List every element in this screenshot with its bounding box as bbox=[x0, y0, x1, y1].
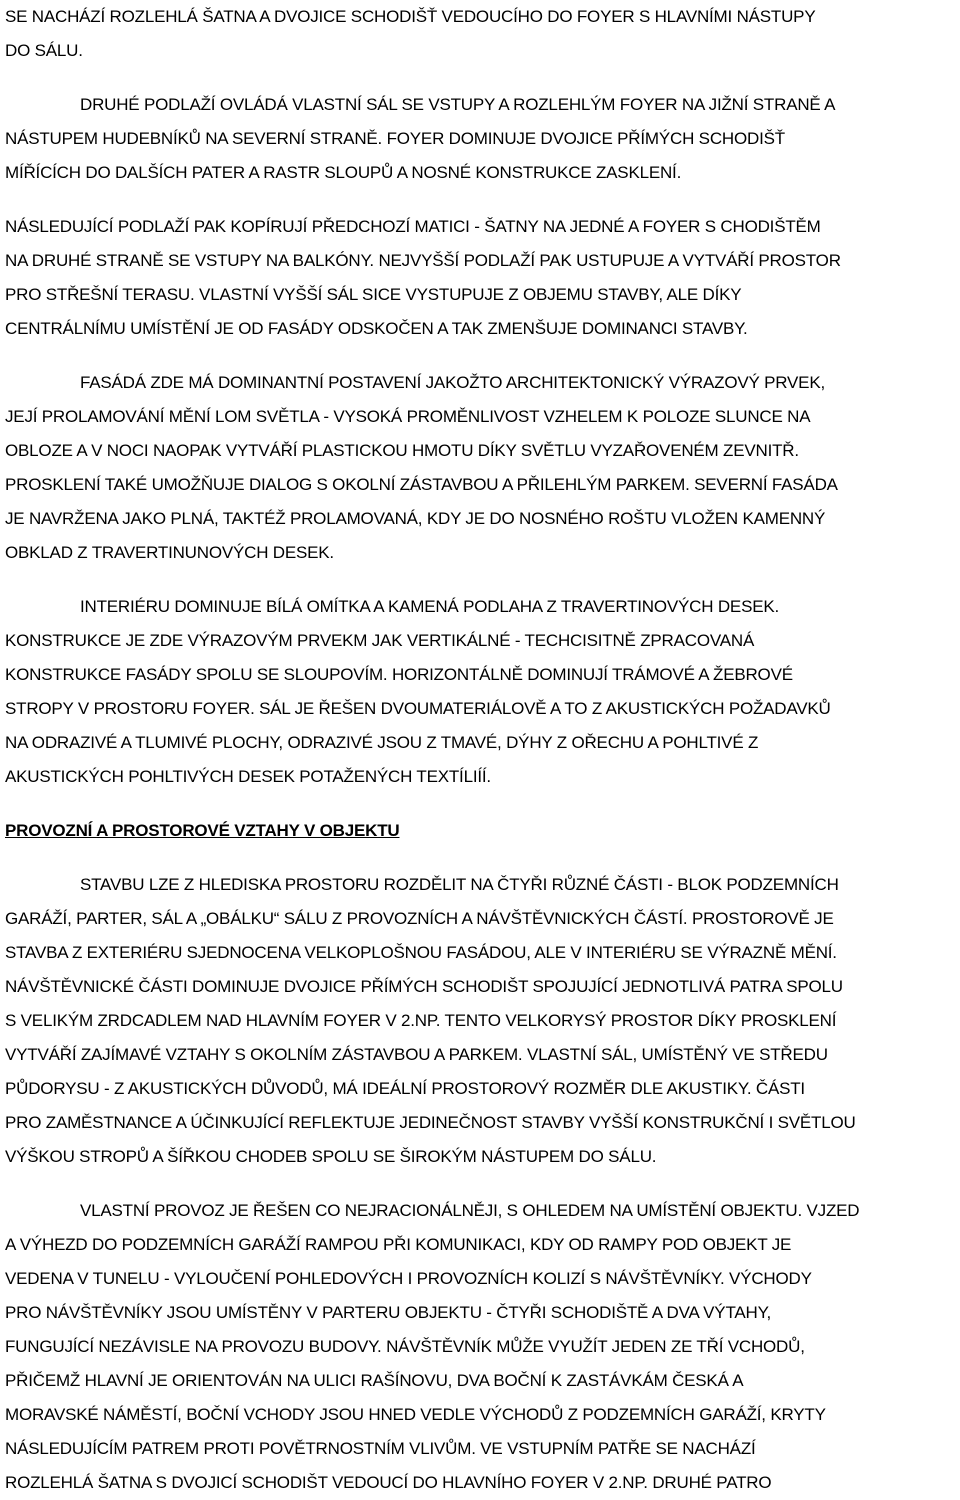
text-line: VLASTNÍ PROVOZ JE ŘEŠEN CO NEJRACIONÁLNĚJI, S OHLEDEM NA UMÍSTĚNÍ OBJEKTU. VJZED bbox=[80, 1201, 860, 1220]
text-line: GARÁŽÍ, PARTER, SÁL A „OBÁLKU“ SÁLU Z PROVOZNÍCH A NÁVŠTĚVNICKÝCH ČÁSTÍ. PROSTOROVĚ JE bbox=[5, 909, 834, 928]
text-line: KONSTRUKCE FASÁDY SPOLU SE SLOUPOVÍM. HORIZONTÁLNĚ DOMINUJÍ TRÁMOVÉ A ŽEBROVÉ bbox=[5, 665, 793, 684]
text-line: JE NAVRŽENA JAKO PLNÁ, TAKTÉŽ PROLAMOVANÁ, KDY JE DO NOSNÉHO ROŠTU VLOŽEN KAMENNÝ bbox=[5, 509, 826, 528]
text-line: MÍŘÍCÍCH DO DALŠÍCH PATER A RASTR SLOUPŮ A NOSNÉ KONSTRUKCE ZASKLENÍ. bbox=[5, 163, 682, 182]
paragraph-6 bbox=[5, 868, 948, 1174]
text-line: VÝŠKOU STROPŮ A ŠÍŘKOU CHODEB SPOLU SE ŠIROKÝM NÁSTUPEM DO SÁLU. bbox=[5, 1147, 657, 1166]
text-line: FASÁDÁ ZDE MÁ DOMINANTNÍ POSTAVENÍ JAKOŽTO ARCHITEKTONICKÝ VÝRAZOVÝ PRVEK, bbox=[80, 373, 825, 392]
text-line: MORAVSKÉ NÁMĚSTÍ, BOČNÍ VCHODY JSOU HNED VEDLE VÝCHODŮ Z PODZEMNÍCH GARÁŽÍ, KRYTY bbox=[5, 1405, 826, 1424]
text-line: INTERIÉRU DOMINUJE BÍLÁ OMÍTKA A KAMENÁ PODLAHA Z TRAVERTINOVÝCH DESEK. bbox=[80, 597, 780, 616]
paragraph-1 bbox=[5, 0, 948, 68]
paragraph-7 bbox=[5, 1194, 948, 1500]
text-line: NA ODRAZIVÉ A TLUMIVÉ PLOCHY, ODRAZIVÉ JSOU Z TMAVÉ, DÝHY Z OŘECHU A POHLTIVÉ Z bbox=[5, 733, 759, 752]
section-heading-container bbox=[5, 814, 948, 848]
text-line: PRO STŘEŠNÍ TERASU. VLASTNÍ VYŠŠÍ SÁL SICE VYSTUPUJE Z OBJEMU STAVBY, ALE DÍKY bbox=[5, 285, 742, 304]
text-line: SE NACHÁZÍ ROZLEHLÁ ŠATNA A DVOJICE SCHODIŠŤ VEDOUCÍHO DO FOYER S HLAVNÍMI NÁSTUPY bbox=[5, 7, 816, 26]
text-line: PŘIČEMŽ HLAVNÍ JE ORIENTOVÁN NA ULICI RAŠÍNOVU, DVA BOČNÍ K ZASTÁVKÁM ČESKÁ A bbox=[5, 1371, 744, 1390]
text-line: STAVBA Z EXTERIÉRU SJEDNOCENA VELKOPLOŠNOU FASÁDOU, ALE V INTERIÉRU SE VÝRAZNĚ MĚNÍ. bbox=[5, 943, 837, 962]
text-line: A VÝHEZD DO PODZEMNÍCH GARÁŽÍ RAMPOU PŘI KOMUNIKACI, KDY OD RAMPY POD OBJEKT JE bbox=[5, 1235, 792, 1254]
text-line: STROPY V PROSTORU FOYER. SÁL JE ŘEŠEN DVOUMATERIÁLOVĚ A TO Z AKUSTICKÝCH POŽADAVKŮ bbox=[5, 699, 831, 718]
text-line: CENTRÁLNÍMU UMÍSTĚNÍ JE OD FASÁDY ODSKOČEN A TAK ZMENŠUJE DOMINANCI STAVBY. bbox=[5, 319, 748, 338]
text-line: NÁVŠTĚVNICKÉ ČÁSTI DOMINUJE DVOJICE PŘÍMÝCH SCHODIŠT SPOJUJÍCÍ JEDNOTLIVÁ PATRA SPOLU bbox=[5, 977, 843, 996]
text-line: VYTVÁŘÍ ZAJÍMAVÉ VZTAHY S OKOLNÍM ZÁSTAVBOU A PARKEM. VLASTNÍ SÁL, UMÍSTĚNÝ VE STŘEDU bbox=[5, 1045, 828, 1064]
text-line: NA DRUHÉ STRANĚ SE VSTUPY NA BALKÓNY. NEJVYŠŠÍ PODLAŽÍ PAK USTUPUJE A VYTVÁŘÍ PROSTOR bbox=[5, 251, 841, 270]
section-heading: PROVOZNÍ A PROSTOROVÉ VZTAHY V OBJEKTU bbox=[5, 821, 400, 840]
text-line: PROSKLENÍ TAKÉ UMOŽŇUJE DIALOG S OKOLNÍ ZÁSTAVBOU A PŘILEHLÝM PARKEM. SEVERNÍ FASÁDA bbox=[5, 475, 838, 494]
text-line: FUNGUJÍCÍ NEZÁVISLE NA PROVOZU BUDOVY. NÁVŠTĚVNÍK MŮŽE VYUŽÍT JEDEN ZE TŘÍ VCHODŮ, bbox=[5, 1337, 805, 1356]
text-line: KONSTRUKCE JE ZDE VÝRAZOVÝM PRVEKM JAK VERTIKÁLNÉ - TECHCISITNĚ ZPRACOVANÁ bbox=[5, 631, 755, 650]
text-line: STAVBU LZE Z HLEDISKA PROSTORU ROZDĚLIT NA ČTYŘI RŮZNÉ ČÁSTI - BLOK PODZEMNÍCH bbox=[80, 875, 839, 894]
text-line: NÁSTUPEM HUDEBNÍKŮ NA SEVERNÍ STRANĚ. FOYER DOMINUJE DVOJICE PŘÍMÝCH SCHODIŠŤ bbox=[5, 129, 785, 148]
text-line: ROZLEHLÁ ŠATNA S DVOJICÍ SCHODIŠT VEDOUCÍ DO HLAVNÍHO FOYER V 2.NP. DRUHÉ PATRO bbox=[5, 1473, 772, 1492]
text-line: NÁSLEDUJÍCÍ PODLAŽÍ PAK KOPÍRUJÍ PŘEDCHOZÍ MATICI - ŠATNY NA JEDNÉ A FOYER S CHODIŠTĚM bbox=[5, 217, 821, 236]
paragraph-4 bbox=[5, 366, 948, 570]
text-line: AKUSTICKÝCH POHLTIVÝCH DESEK POTAŽENÝCH TEXTÍLIÍÍ. bbox=[5, 767, 491, 786]
paragraph-5 bbox=[5, 590, 948, 794]
text-line: VEDENA V TUNELU - VYLOUČENÍ POHLEDOVÝCH I PROVOZNÍCH KOLIZÍ S NÁVŠTĚVNÍKY. VÝCHODY bbox=[5, 1269, 812, 1288]
paragraph-2 bbox=[5, 88, 948, 190]
text-line: DO SÁLU. bbox=[5, 41, 83, 60]
text-line: PRO ZAMĚSTNANCE A ÚČINKUJÍCÍ REFLEKTUJE JEDINEČNOST STAVBY VYŠŠÍ KONSTRUKČNÍ I SVĚTLOU bbox=[5, 1113, 856, 1132]
text-line: PŮDORYSU - Z AKUSTICKÝCH DŮVODŮ, MÁ IDEÁLNÍ PROSTOROVÝ ROZMĚR DLE AKUSTIKY. ČÁSTI bbox=[5, 1079, 805, 1098]
text-line: JEJÍ PROLAMOVÁNÍ MĚNÍ LOM SVĚTLA - VYSOKÁ PROMĚNLIVOST VZHELEM K POLOZE SLUNCE NA bbox=[5, 407, 811, 426]
text-line: OBLOZE A V NOCI NAOPAK VYTVÁŘÍ PLASTICKOU HMOTU DÍKY SVĚTLU VYZAŘOVENÉM ZEVNITŘ. bbox=[5, 441, 799, 460]
paragraph-3 bbox=[5, 210, 948, 346]
text-line: OBKLAD Z TRAVERTINUNOVÝCH DESEK. bbox=[5, 543, 334, 562]
text-line: NÁSLEDUJÍCÍM PATREM PROTI POVĚTRNOSTNÍM VLIVŮM. VE VSTUPNÍM PATŘE SE NACHÁZÍ bbox=[5, 1439, 756, 1458]
text-line: PRO NÁVŠTĚVNÍKY JSOU UMÍSTĚNY V PARTERU OBJEKTU - ČTYŘI SCHODIŠTĚ A DVA VÝTAHY, bbox=[5, 1303, 772, 1322]
text-line: S VELIKÝM ZRDCADLEM NAD HLAVNÍM FOYER V 2.NP. TENTO VELKORYSÝ PROSTOR DÍKY PROSKLENÍ bbox=[5, 1011, 837, 1030]
text-line: DRUHÉ PODLAŽÍ OVLÁDÁ VLASTNÍ SÁL SE VSTUPY A ROZLEHLÝM FOYER NA JIŽNÍ STRANĚ A bbox=[80, 95, 836, 114]
